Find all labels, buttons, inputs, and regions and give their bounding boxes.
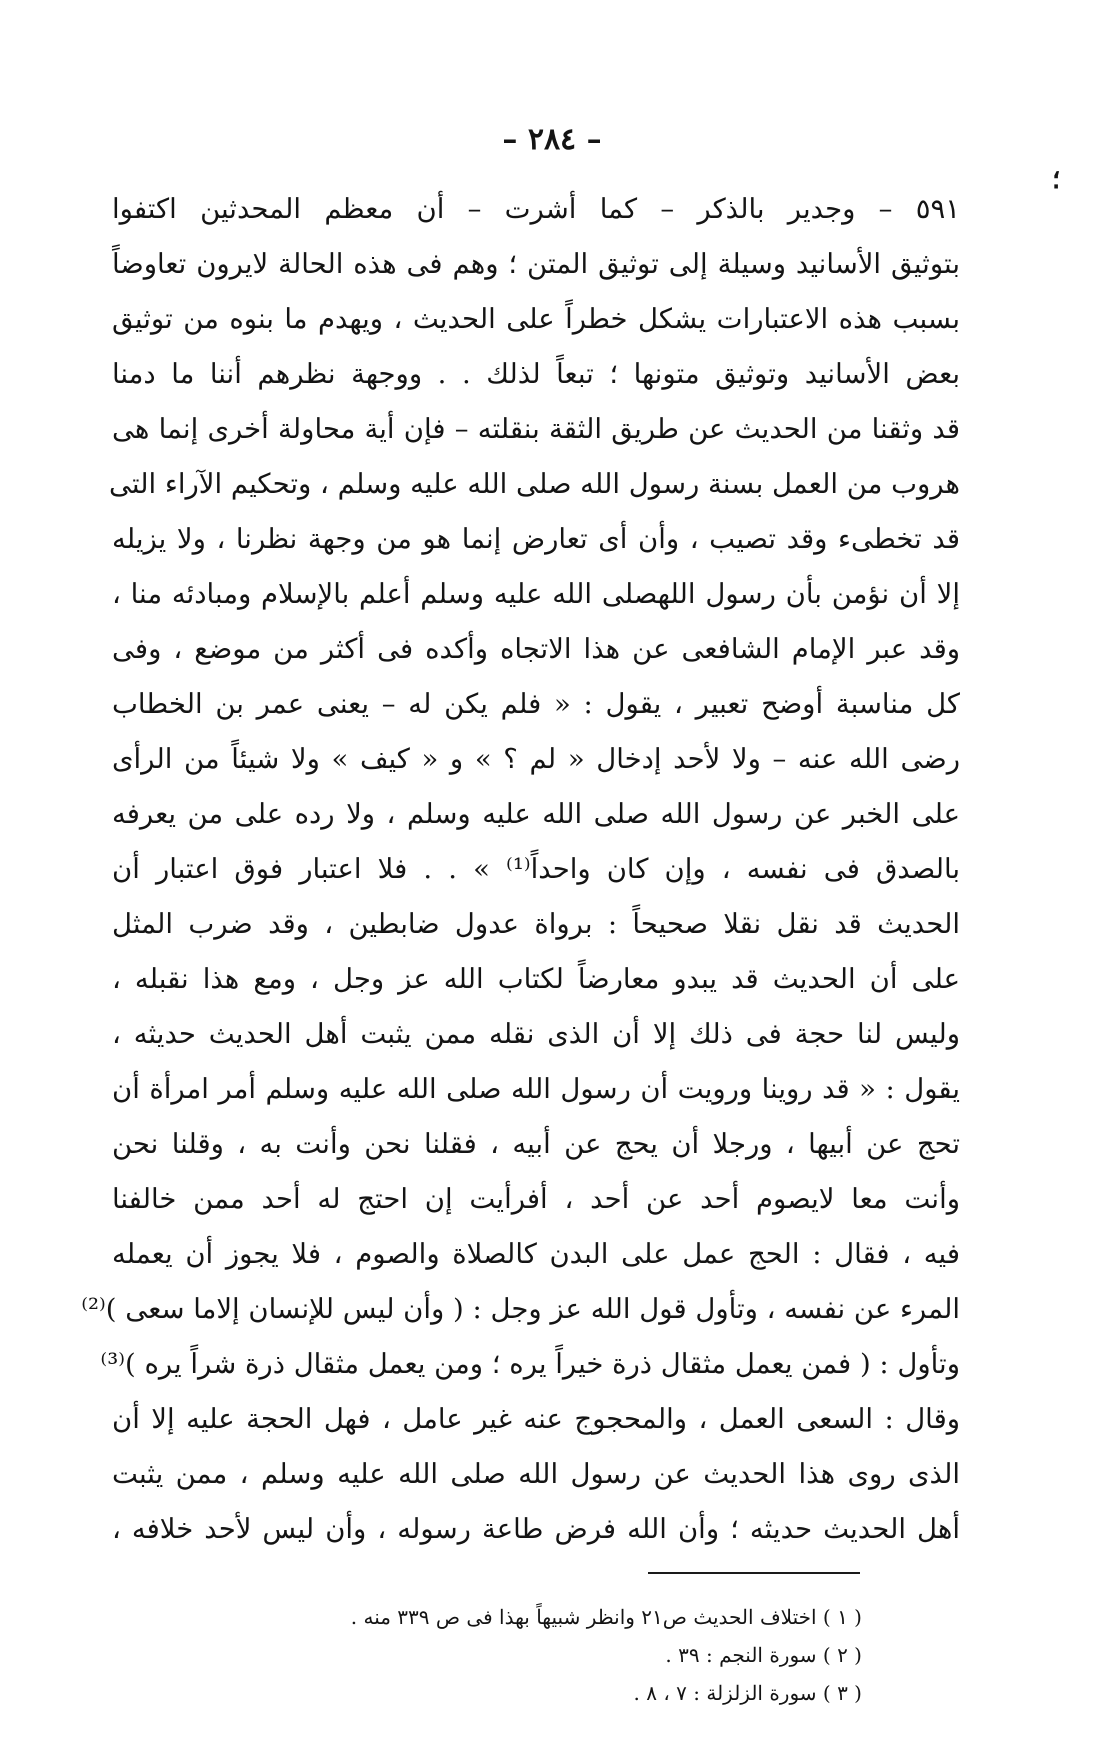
footnote-divider [648, 1572, 860, 1574]
text-line: بالصدق فى نفسه ، وإن كان واحداً⁽¹⁾ » . . فلا اعتبار فوق اعتبار أن [112, 853, 961, 885]
footnote-2: ( ٢ ) سورة النجم : ٣٩ . [665, 1643, 862, 1667]
text-line: وتأول : ( فمن يعمل مثقال ذرة خيراً يره ؛ ومن يعمل مثقال ذرة شراً يره )⁽³⁾ [100, 1348, 960, 1380]
text-line: كل مناسبة أوضح تعبير ، يقول : « فلم يكن له – يعنى عمر بن الخطاب [112, 688, 960, 720]
text-line: قد وثقنا من الحديث عن طريق الثقة بنقلته – فإن أية محاولة أخرى إنما هى [112, 413, 960, 445]
text-line: إلا أن نؤمن بأن رسول اللهصلى الله عليه وسلم أعلم بالإسلام ومبادئه منا ، [112, 578, 960, 610]
text-line: هروب من العمل بسنة رسول الله صلى الله عليه وسلم ، وتحكيم الآراء التى [108, 468, 960, 500]
text-line: الذى روى هذا الحديث عن رسول الله صلى الله عليه وسلم ، ممن يثبت [112, 1458, 960, 1490]
text-line: وأنت معا لايصوم أحد عن أحد ، أفرأيت إن احتج له أحد ممن خالفنا [112, 1183, 960, 1215]
text-line: قد تخطىء وقد تصيب ، وأن أى تعارض إنما هو من وجهة نظرنا ، ولا يزيله [112, 523, 960, 555]
text-line: بتوثيق الأسانيد وسيلة إلى توثيق المتن ؛ وهم فى هذه الحالة لايرون تعاوضاً [112, 248, 960, 280]
text-line: المرء عن نفسه ، وتأول قول الله عز وجل : ( وأن ليس للإنسان إلاما سعى )⁽²⁾ [81, 1293, 960, 1325]
text-line: على الخبر عن رسول الله صلى الله عليه وسلم ، ولا رده على من يعرفه [112, 798, 960, 830]
text-line: تحج عن أبيها ، ورجلا أن يحج عن أبيه ، فقلنا نحن وأنت به ، وقلنا نحن [112, 1128, 960, 1160]
text-line: يقول : « قد روينا ورويت أن رسول الله صلى الله عليه وسلم أمر امرأة أن [112, 1073, 960, 1105]
footnote-1: ( ١ ) اختلاف الحديث ص٢١ وانظر شبيهاً بهذا فى ص ٣٣٩ منه . [350, 1605, 862, 1629]
main-text [81, 182, 961, 1557]
text-line: وقد عبر الإمام الشافعى عن هذا الاتجاه وأكده فى أكثر من موضع ، وفى [112, 633, 960, 665]
margin-mark: ؛ [1052, 165, 1061, 195]
text-line: بسبب هذه الاعتبارات يشكل خطراً على الحديث ، ويهدم ما بنوه من توثيق [112, 303, 960, 335]
footnotes [250, 1598, 862, 1712]
text-line: أهل الحديث حديثه ؛ وأن الله فرض طاعة رسوله ، وأن ليس لأحد خلافه ، [112, 1513, 960, 1545]
footnote-3: ( ٣ ) سورة الزلزلة : ٧ ، ٨ . [633, 1681, 862, 1705]
text-line: فيه ، فقال : الحج عمل على البدن كالصلاة والصوم ، فلا يجوز أن يعمله [112, 1238, 960, 1270]
text-line: بعض الأسانيد وتوثيق متونها ؛ تبعاً لذلك . . ووجهة نظرهم أننا ما دمنا [112, 358, 960, 390]
text-line: رضى الله عنه – ولا لأحد إدخال « لم ؟ » و « كيف » ولا شيئاً من الرأى [112, 743, 960, 775]
text-line: على أن الحديث قد يبدو معارضاً لكتاب الله عز وجل ، ومع هذا نقبله ، [112, 963, 960, 995]
text-line: وقال : السعى العمل ، والمحجوج عنه غير عامل ، فهل الحجة عليه إلا أن [112, 1403, 960, 1435]
text-line: وليس لنا حجة فى ذلك إلا أن الذى نقله ممن يثبت أهل الحديث حديثه ، [112, 1018, 960, 1050]
text-line: الحديث قد نقل نقلا صحيحاً : برواة عدول ضابطين ، وقد ضرب المثل [112, 908, 960, 940]
page-number: – ٢٨٤ – [502, 122, 602, 157]
text-line: ٥٩١ – وجدير بالذكر – كما أشرت – أن معظم المحدثين اكتفوا [112, 193, 960, 225]
